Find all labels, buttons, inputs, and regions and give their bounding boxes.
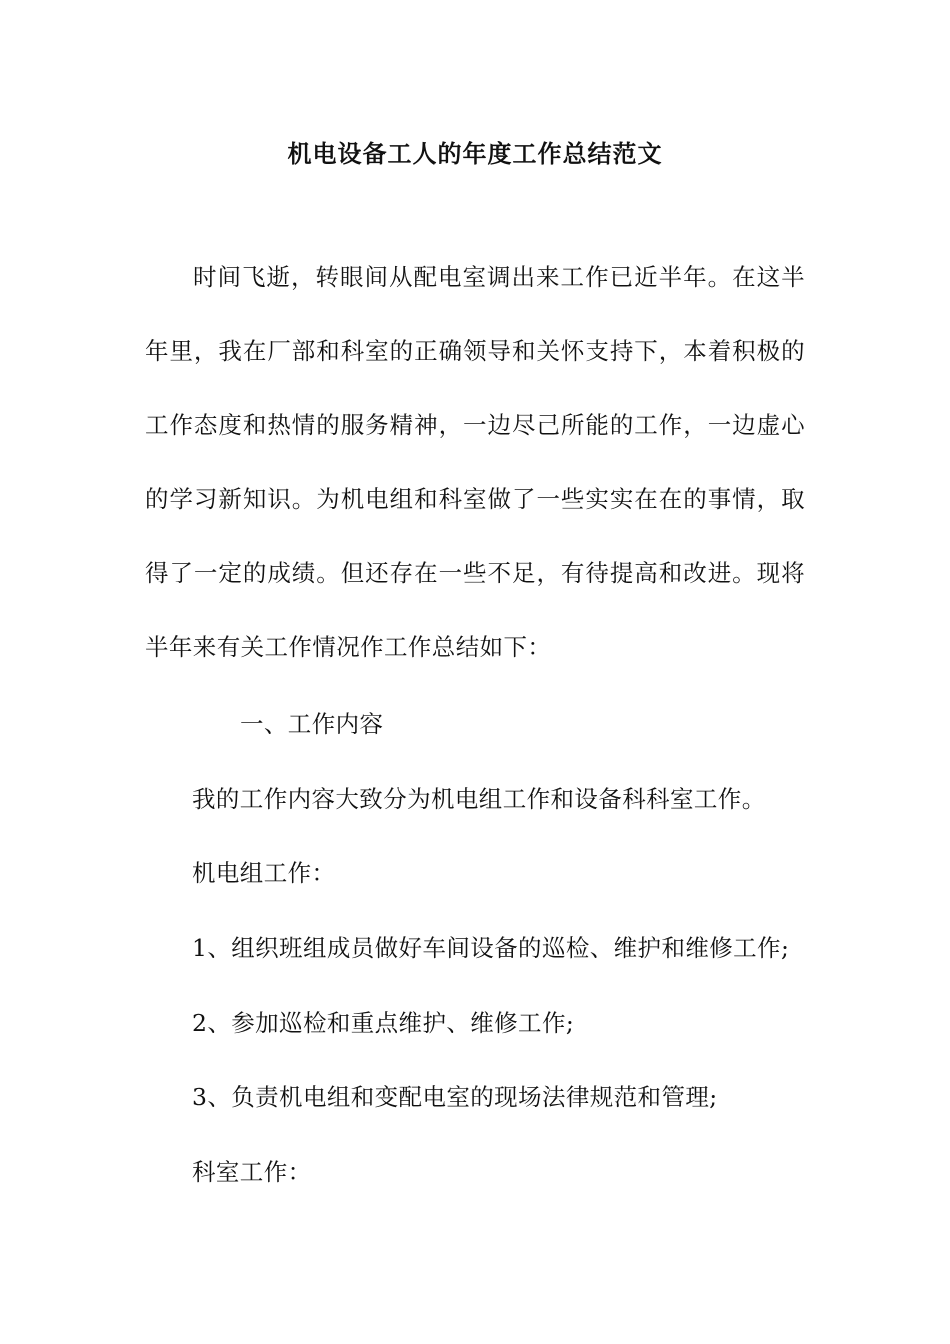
document-title: 机电设备工人的年度工作总结范文 (287, 140, 663, 168)
group-work-label: 机电组工作： (192, 859, 336, 887)
intro-paragraph: 时间飞逝，转眼间从配电室调出来工作已近半年。在这半年里，我在厂部和科室的正确领导和关怀支持下，本着积极的工作态度和热情的服务精神，一边尽己所能的工作，一边虚心的学习新知识。为机电组和科室做了一些实实在在的事情，取得了一定的成绩。但还存在一些不足，有待提高和改进。现将半年来有关工作情况作工作总结如下： (145, 263, 805, 661)
work-content-summary: 我的工作内容大致分为机电组工作和设备科科室工作。 (192, 785, 766, 813)
office-work-label: 科室工作： (192, 1158, 312, 1186)
section-heading: 一、工作内容 (240, 710, 384, 738)
list-item: 3、负责机电组和变配电室的现场法律规范和管理; (192, 1083, 718, 1111)
list-item: 1、组织班组成员做好车间设备的巡检、维护和维修工作; (192, 934, 790, 962)
list-item: 2、参加巡检和重点维护、维修工作; (192, 1009, 575, 1037)
